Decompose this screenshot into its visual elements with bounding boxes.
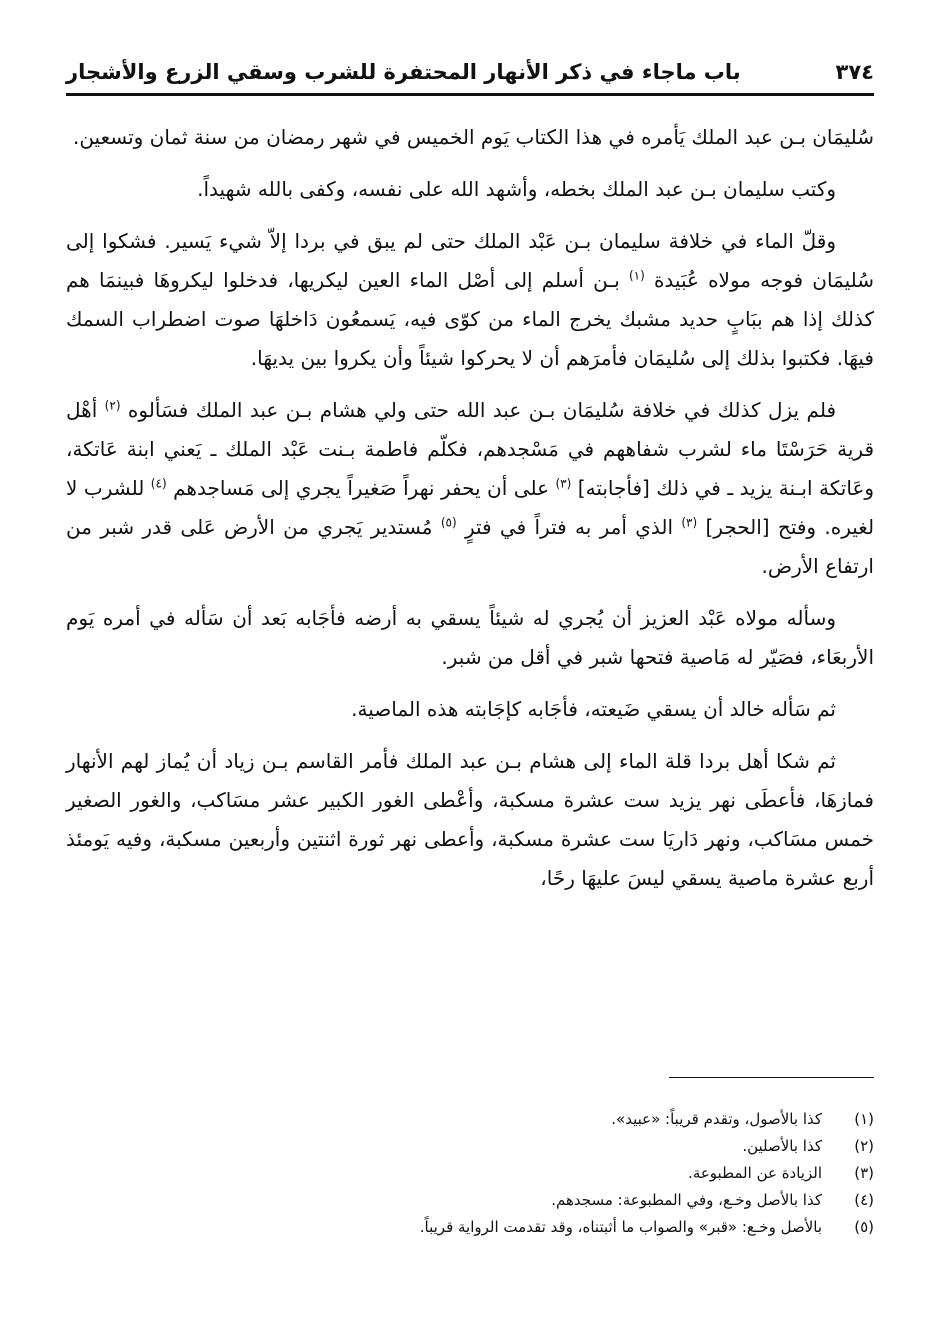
footnote-text: الزيادة عن المطبوعة. [688,1164,822,1182]
footnote-number: (٥) [854,1218,874,1236]
paragraph-4-part-6: مُستدير يَجري من الأرض عَلى قدر شبر من ارتفاع الأرض. [66,515,874,578]
footnote-item [66,1214,874,1241]
paragraph-3-part-1: وقلّ الماء في خلافة سليمان بـن عَبْد الملك حتى لم يبق في بردا إلاّ شيء يَسير. فشكوا إلى سُليمَان فوجه مولاه عُبَيدة [66,229,875,292]
footnote-rule [669,1077,874,1078]
footnote-text: بالأصل وخـع: «قبر» والصواب ما أثبتناه، وقد تقدمت الرواية قريباً. [419,1218,822,1236]
paragraph-3-part-2: بـن أسلم إلى أصْل الماء العين ليكريها، فدخلوا ليكروهَا فبينمَا هم كذلك إذا هم ببَابٍ حديد مشبك يخرج الماء من كوّى فيه، يَسمعُون دَاخلهَا صوت اضطراب السمك فيهَا. فكتبوا بذلك إلى سُليمَان فأمرَهم أن لا يحركوا شيئاً وأن يكروا بين يديهَا. [66,268,874,370]
footnote-marker-2: (٢) [104,398,121,413]
footnote-item [66,1133,874,1160]
paragraph-3 [66,222,874,378]
footnote-marker-3b: (٣) [681,515,698,530]
paragraph-4-part-5: الذي أمر به فتراً في فترٍ [464,515,673,539]
paragraph-4-part-3: على أن يحفر نهراً صَغيراً يجري إلى مَساجدهم [173,476,549,500]
paragraph-4 [66,391,874,586]
paragraph-4-part-4: للشرب لا لغيره. وفتح [الحجر] [66,476,875,539]
paragraph-5: وسأله مولاه عَبْد العزيز أن يُجري له شيئاً يسقي به أرضه فأجَابه بَعد أن سَأله في أمره يَوم الأربعَاء، فصَيّر له مَاصية فتحها شبر في أقل من شبر. [66,606,874,669]
paragraph-7: ثم شكا أهل بردا قلة الماء إلى هشام بـن عبد الملك فأمر القاسم بـن زياد أن يُماز لهم الأنهار فمازهَا، فأعطَى نهر يزيد ست عشرة مسكبة، وأعْطى الغور الكبير عشر مسَاكب، والغور الصغير خمس مسَاكب، ونهر دَاريَا ست عشرة مسكبة، وأعطى نهر ثورة اثنتين وأربعين مسكبة، وفيه يَومئذ أربع عشرة ماصية يسقي ليسَ عليهَا رحًا، [66,749,874,890]
page-number: ٣٧٤ [835,60,874,84]
running-title: باب ماجاء في ذكر الأنهار المحتفرة للشرب وسقي الزرع والأشجار [66,60,741,84]
footnote-marker-4: (٤) [150,476,167,491]
footnote-number: (٢) [854,1137,874,1155]
paragraph-2: وكتب سليمان بـن عبد الملك بخطه، وأشهد الله على نفسه، وكفى بالله شهيداً. [197,177,836,201]
paragraph-6: ثم سَأله خالد أن يسقي ضَيعته، فأجَابه كإجَابته هذه الماصية. [351,697,836,721]
paragraph-1: سُليمَان بـن عبد الملك يَأمره في هذا الكتاب يَوم الخميس في شهر رمضان من سنة ثمان وتسعين. [72,125,874,149]
main-text [66,118,874,911]
footnote-text: كذا بالأصلين. [742,1137,822,1155]
page-header [66,52,874,92]
footnote-item [66,1106,874,1133]
footnote-text: كذا بالأصل وخـع، وفي المطبوعة: مسجدهم. [551,1191,822,1209]
footnote-marker-5: (٥) [440,515,457,530]
paragraph-4-part-2: أهْل قرية حَرَسْتَا ماء لشرب شفاههم في مَسْجدهم، فكلّم فاطمة بـنت عَبْد الملك ـ يَعني ابنة عَاتكة، وعَاتكة ابـنة يزيد ـ في ذلك [فأجابته] [66,398,875,500]
footnote-marker-1: (١) [628,268,645,283]
paragraph-4-part-1: فلم يزل كذلك في خلافة سُليمَان بـن عبد الله حتى ولي هشام بـن عبد الملك فسَألوه [127,398,837,422]
footnote-number: (٤) [854,1191,874,1209]
footnotes [66,1106,874,1241]
footnote-marker-3a: (٣) [555,476,572,491]
footnote-text: كذا بالأصول، وتقدم قريباً: «عبيد». [611,1110,822,1128]
footnote-item [66,1160,874,1187]
header-rule [66,93,874,96]
footnote-item [66,1187,874,1214]
footnote-number: (٣) [854,1164,874,1182]
footnote-number: (١) [854,1110,874,1128]
